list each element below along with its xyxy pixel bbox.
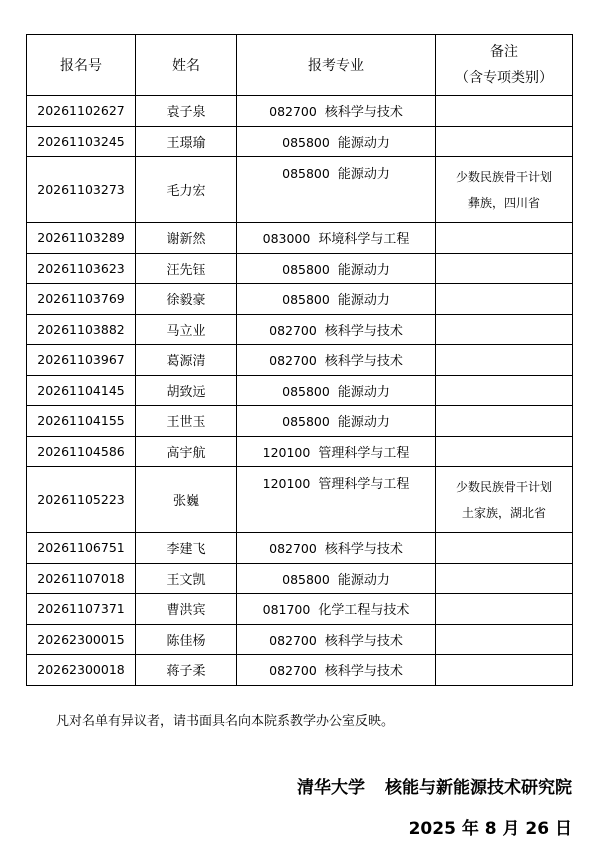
table-row	[27, 467, 573, 533]
cell-name: 张巍	[136, 467, 237, 533]
note-line: 少数民族骨干计划	[455, 479, 552, 494]
cell-id: 20261103623	[27, 253, 136, 284]
objection-notice: 凡对名单有异议者，请书面具名向本院系教学办公室反映。	[56, 714, 395, 729]
cell-major	[237, 345, 436, 376]
cell-id: 20261104145	[27, 375, 136, 406]
table-row	[27, 563, 573, 594]
cell-major	[237, 436, 436, 467]
cell-major	[237, 563, 436, 594]
major-name: 环境科学与工程	[318, 232, 410, 248]
major-name: 能源动力	[337, 167, 390, 182]
cell-name: 葛源清	[136, 345, 237, 376]
cell-id: 20261107018	[27, 563, 136, 594]
cell-id: 20261107371	[27, 594, 136, 625]
major-code: 082700	[269, 353, 317, 369]
cell-note	[436, 436, 573, 467]
major-code: 083000	[262, 231, 311, 247]
table-row	[27, 96, 573, 127]
cell-note	[436, 96, 573, 127]
table-row	[27, 345, 573, 376]
table-row	[27, 375, 573, 406]
table-header-row	[27, 35, 573, 96]
cell-id: 20262300015	[27, 624, 136, 655]
cell-major	[237, 223, 436, 254]
cell-major	[237, 533, 436, 564]
cell-id: 20261104155	[27, 406, 136, 437]
header-name: 姓名	[136, 35, 237, 96]
table-row	[27, 594, 573, 625]
major-code: 120100	[262, 476, 311, 491]
cell-name: 高宇航	[136, 436, 237, 467]
table-row	[27, 655, 573, 686]
major-name: 核科学与技术	[324, 633, 403, 649]
cell-name: 胡致远	[136, 375, 237, 406]
header-note	[436, 35, 573, 96]
table-row	[27, 284, 573, 315]
major-code: 085800	[282, 261, 330, 277]
header-id: 报名号	[27, 35, 136, 96]
cell-major	[237, 624, 436, 655]
cell-major	[237, 126, 436, 157]
major-name: 核科学与技术	[324, 323, 403, 339]
cell-name: 陈佳杨	[136, 624, 237, 655]
cell-note	[436, 253, 573, 284]
cell-id: 20261103273	[27, 157, 136, 223]
major-name: 能源动力	[337, 262, 390, 278]
cell-id: 20261103967	[27, 345, 136, 376]
header-note-line1: 备注	[490, 44, 518, 60]
cell-major	[237, 253, 436, 284]
table-row	[27, 406, 573, 437]
signature-university: 清华大学	[297, 778, 365, 798]
major-name: 能源动力	[337, 135, 390, 151]
header-major: 报考专业	[237, 35, 436, 96]
cell-id: 20261106751	[27, 533, 136, 564]
cell-name: 马立业	[136, 314, 237, 345]
cell-major	[237, 96, 436, 127]
cell-note	[436, 284, 573, 315]
cell-major	[237, 375, 436, 406]
cell-id: 20261103769	[27, 284, 136, 315]
major-code: 085800	[282, 292, 330, 308]
cell-major	[237, 655, 436, 686]
cell-name: 李建飞	[136, 533, 237, 564]
table-row	[27, 223, 573, 254]
table-row	[27, 253, 573, 284]
table-row	[27, 436, 573, 467]
admission-list-table	[26, 34, 573, 686]
cell-note	[436, 624, 573, 655]
table-row	[27, 126, 573, 157]
major-name: 核科学与技术	[324, 664, 403, 680]
major-name: 化学工程与技术	[318, 603, 410, 619]
major-code: 082700	[269, 322, 317, 338]
cell-name: 蒋子柔	[136, 655, 237, 686]
table-row	[27, 314, 573, 345]
note-line: 少数民族骨干计划	[455, 169, 552, 184]
cell-note	[436, 406, 573, 437]
major-code: 085800	[282, 571, 330, 587]
cell-note	[436, 467, 573, 533]
cell-id: 20261105223	[27, 467, 136, 533]
cell-id: 20261103245	[27, 126, 136, 157]
major-name: 能源动力	[337, 293, 390, 309]
major-name: 管理科学与工程	[318, 477, 410, 492]
cell-name: 谢新然	[136, 223, 237, 254]
cell-name: 曹洪宾	[136, 594, 237, 625]
major-code: 085800	[282, 383, 330, 399]
table-row	[27, 533, 573, 564]
major-code: 085800	[282, 414, 330, 430]
cell-major	[237, 467, 436, 533]
signature-institute: 核能与新能源技术研究院	[385, 778, 572, 798]
cell-id: 20261102627	[27, 96, 136, 127]
major-name: 核科学与技术	[324, 542, 403, 558]
table-row	[27, 157, 573, 223]
signature-date: 2025 年 8 月 26 日	[408, 819, 572, 839]
table-row	[27, 624, 573, 655]
note-line: 彝族，四川省	[467, 195, 540, 210]
major-code: 082700	[269, 632, 317, 648]
cell-major	[237, 406, 436, 437]
cell-note	[436, 223, 573, 254]
cell-name: 王璟瑜	[136, 126, 237, 157]
major-name: 核科学与技术	[324, 105, 403, 121]
cell-major	[237, 157, 436, 223]
cell-major	[237, 284, 436, 315]
cell-id: 20261103289	[27, 223, 136, 254]
cell-name: 袁子泉	[136, 96, 237, 127]
major-name: 能源动力	[337, 415, 390, 431]
signature-institution	[297, 773, 572, 798]
cell-name: 王世玉	[136, 406, 237, 437]
cell-note	[436, 126, 573, 157]
cell-note	[436, 594, 573, 625]
cell-note	[436, 655, 573, 686]
header-note-line2: （含专项类别）	[455, 70, 553, 86]
major-code: 082700	[269, 663, 317, 679]
cell-name: 毛力宏	[136, 157, 237, 223]
cell-id: 20261104586	[27, 436, 136, 467]
cell-note	[436, 375, 573, 406]
cell-name: 王文凯	[136, 563, 237, 594]
major-name: 能源动力	[337, 572, 390, 588]
major-name: 能源动力	[337, 384, 390, 400]
note-line: 土家族，湖北省	[461, 505, 546, 520]
major-name: 管理科学与工程	[318, 445, 410, 461]
major-code: 081700	[262, 602, 311, 618]
cell-note	[436, 345, 573, 376]
cell-major	[237, 314, 436, 345]
cell-name: 徐毅豪	[136, 284, 237, 315]
cell-note	[436, 533, 573, 564]
cell-note	[436, 157, 573, 223]
major-name: 核科学与技术	[324, 354, 403, 370]
cell-id: 20262300018	[27, 655, 136, 686]
cell-major	[237, 594, 436, 625]
table-body	[27, 96, 573, 686]
cell-id: 20261103882	[27, 314, 136, 345]
major-code: 082700	[269, 541, 317, 557]
major-code: 085800	[282, 166, 330, 181]
major-code: 120100	[262, 444, 311, 460]
major-code: 085800	[282, 134, 330, 150]
cell-note	[436, 563, 573, 594]
cell-name: 汪先钰	[136, 253, 237, 284]
cell-note	[436, 314, 573, 345]
major-code: 082700	[269, 104, 317, 120]
